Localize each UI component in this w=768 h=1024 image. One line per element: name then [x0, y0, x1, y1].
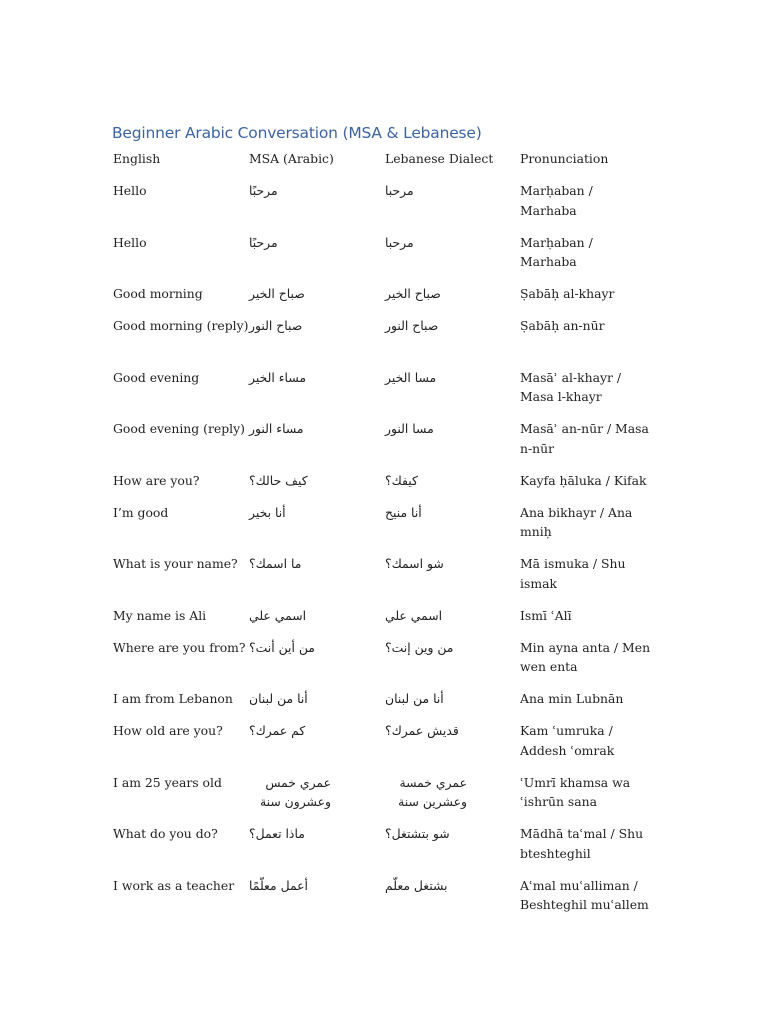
table-header-row [113, 149, 653, 181]
pronunciation-cell: Masāʾ an-nūr / Masa n-nūr [520, 421, 649, 456]
table-row [113, 721, 653, 773]
english-cell: Hello [113, 183, 147, 198]
lebanese-text: مرحبا [385, 183, 414, 198]
msa-cell [249, 876, 385, 928]
msa-cell [249, 638, 385, 690]
msa-cell [249, 503, 385, 555]
pronunciation-cell: Kayfa ḥāluka / Kifak [520, 472, 647, 488]
lebanese-text: صباح الخير [385, 286, 441, 301]
lebanese-text: بشتغل معلّم [385, 877, 448, 893]
msa-cell [249, 419, 385, 471]
msa-cell [249, 181, 385, 233]
lebanese-cell [385, 721, 520, 773]
lebanese-cell [385, 284, 520, 316]
msa-cell [249, 824, 385, 876]
msa-text: أنا بخير [249, 504, 286, 520]
msa-text: صباح النور [249, 318, 303, 333]
msa-text: مرحبًا [249, 234, 278, 250]
lebanese-cell [385, 316, 520, 368]
msa-cell [249, 606, 385, 638]
msa-cell [249, 368, 385, 420]
pronunciation-cell: Ṣabāḥ an-nūr [520, 318, 605, 333]
pronunciation-cell: Min ayna anta / Men wen enta [520, 639, 651, 674]
msa-text: مرحبًا [249, 183, 278, 198]
msa-text: عمري خمس وعشرون سنة [259, 774, 331, 809]
english-cell: How old are you? [113, 723, 223, 738]
table-row [113, 689, 653, 721]
table-row [113, 638, 653, 690]
lebanese-text: مسا الخير [385, 369, 437, 385]
lebanese-cell [385, 368, 520, 420]
english-cell: I’m good [113, 504, 169, 520]
pronunciation-cell: Ana min Lubnān [520, 691, 624, 706]
table-row [113, 316, 653, 368]
header-msa: MSA (Arabic) [249, 151, 334, 166]
english-cell: What is your name? [113, 556, 238, 571]
header-pronunciation: Pronunciation [520, 151, 609, 166]
msa-text: اسمي علي [249, 607, 307, 623]
lebanese-text: مرحبا [385, 234, 414, 250]
pronunciation-cell: Masāʾ al-khayr / Masa l-khayr [520, 369, 622, 404]
pronunciation-cell: Aʿmal muʿalliman / Beshteghil muʿallem [520, 877, 649, 912]
english-cell: My name is Ali [113, 607, 207, 623]
lebanese-text: قديش عمرك؟ [385, 723, 459, 738]
msa-cell [249, 721, 385, 773]
lebanese-cell [385, 689, 520, 721]
pronunciation-cell: Marḥaban / Marhaba [520, 183, 593, 218]
msa-text: مساء النور [249, 421, 304, 436]
table-row [113, 503, 653, 555]
lebanese-text: مسا النور [385, 421, 434, 436]
header-english: English [113, 151, 161, 166]
table-row [113, 773, 653, 825]
lebanese-cell [385, 773, 520, 825]
table-row [113, 554, 653, 606]
english-cell: Hello [113, 234, 147, 250]
english-cell: What do you do? [113, 826, 218, 841]
page-title: Beginner Arabic Conversation (MSA & Lebanese) [112, 124, 482, 142]
lebanese-cell [385, 824, 520, 876]
msa-text: من أين أنت؟ [249, 639, 315, 655]
lebanese-cell [385, 419, 520, 471]
lebanese-text: أنا من لبنان [385, 691, 444, 706]
english-cell: I work as a teacher [113, 877, 235, 893]
table-row [113, 233, 653, 285]
msa-cell [249, 689, 385, 721]
pronunciation-cell: Mā ismuka / Shu ismak [520, 556, 626, 591]
table-row [113, 471, 653, 503]
pronunciation-cell: Kam ʿumruka / Addesh ʿomrak [520, 723, 615, 758]
msa-cell [249, 471, 385, 503]
english-cell: Where are you from? [113, 639, 246, 655]
english-cell: Good evening [113, 369, 200, 385]
msa-cell [249, 773, 385, 825]
msa-text: ماذا تعمل؟ [249, 826, 305, 841]
lebanese-text: أنا منيح [385, 504, 422, 520]
lebanese-text: شو اسمك؟ [385, 556, 444, 571]
english-cell: Good evening (reply) [113, 421, 245, 436]
pronunciation-cell: Ismī ʿAlī [520, 607, 572, 623]
pronunciation-cell: ʿUmrī khamsa wa ʿishrūn sana [520, 774, 631, 809]
pronunciation-cell: Ana bikhayr / Ana mniḥ [520, 504, 633, 539]
pronunciation-cell: Marḥaban / Marhaba [520, 234, 593, 269]
lebanese-cell [385, 876, 520, 928]
lebanese-text: اسمي علي [385, 607, 443, 623]
lebanese-cell [385, 554, 520, 606]
msa-cell [249, 284, 385, 316]
header-lebanese: Lebanese Dialect [385, 151, 494, 166]
table-row [113, 606, 653, 638]
msa-text: مساء الخير [249, 369, 307, 385]
msa-cell [249, 554, 385, 606]
msa-cell [249, 233, 385, 285]
pronunciation-cell: Mādhā taʿmal / Shu bteshteghil [520, 826, 644, 861]
lebanese-text: من وين إنت؟ [385, 639, 454, 655]
table-row [113, 284, 653, 316]
vocabulary-table [113, 149, 653, 927]
msa-text: كم عمرك؟ [249, 723, 306, 738]
msa-text: ما اسمك؟ [249, 556, 302, 571]
table-row [113, 419, 653, 471]
english-cell: How are you? [113, 472, 200, 488]
msa-cell [249, 316, 385, 368]
lebanese-cell [385, 233, 520, 285]
lebanese-text: صباح النور [385, 318, 439, 333]
lebanese-text: عمري خمسة وعشرين سنة [398, 774, 467, 809]
msa-text: أنا من لبنان [249, 691, 308, 706]
lebanese-cell [385, 471, 520, 503]
lebanese-cell [385, 503, 520, 555]
english-cell: I am 25 years old [113, 774, 222, 790]
english-cell: Good morning [113, 286, 203, 301]
english-cell: Good morning (reply) [113, 318, 249, 333]
english-cell: I am from Lebanon [113, 691, 233, 706]
lebanese-text: شو بتشتغل؟ [385, 826, 450, 841]
pronunciation-cell: Ṣabāḥ al-khayr [520, 286, 615, 301]
lebanese-cell [385, 606, 520, 638]
lebanese-cell [385, 638, 520, 690]
msa-text: أعمل معلّمًا [249, 877, 308, 893]
msa-text: صباح الخير [249, 286, 305, 301]
table-row [113, 824, 653, 876]
table-row [113, 876, 653, 928]
table-row [113, 368, 653, 420]
lebanese-text: كيفك؟ [385, 472, 418, 488]
table-row [113, 181, 653, 233]
lebanese-cell [385, 181, 520, 233]
msa-text: كيف حالك؟ [249, 472, 308, 488]
